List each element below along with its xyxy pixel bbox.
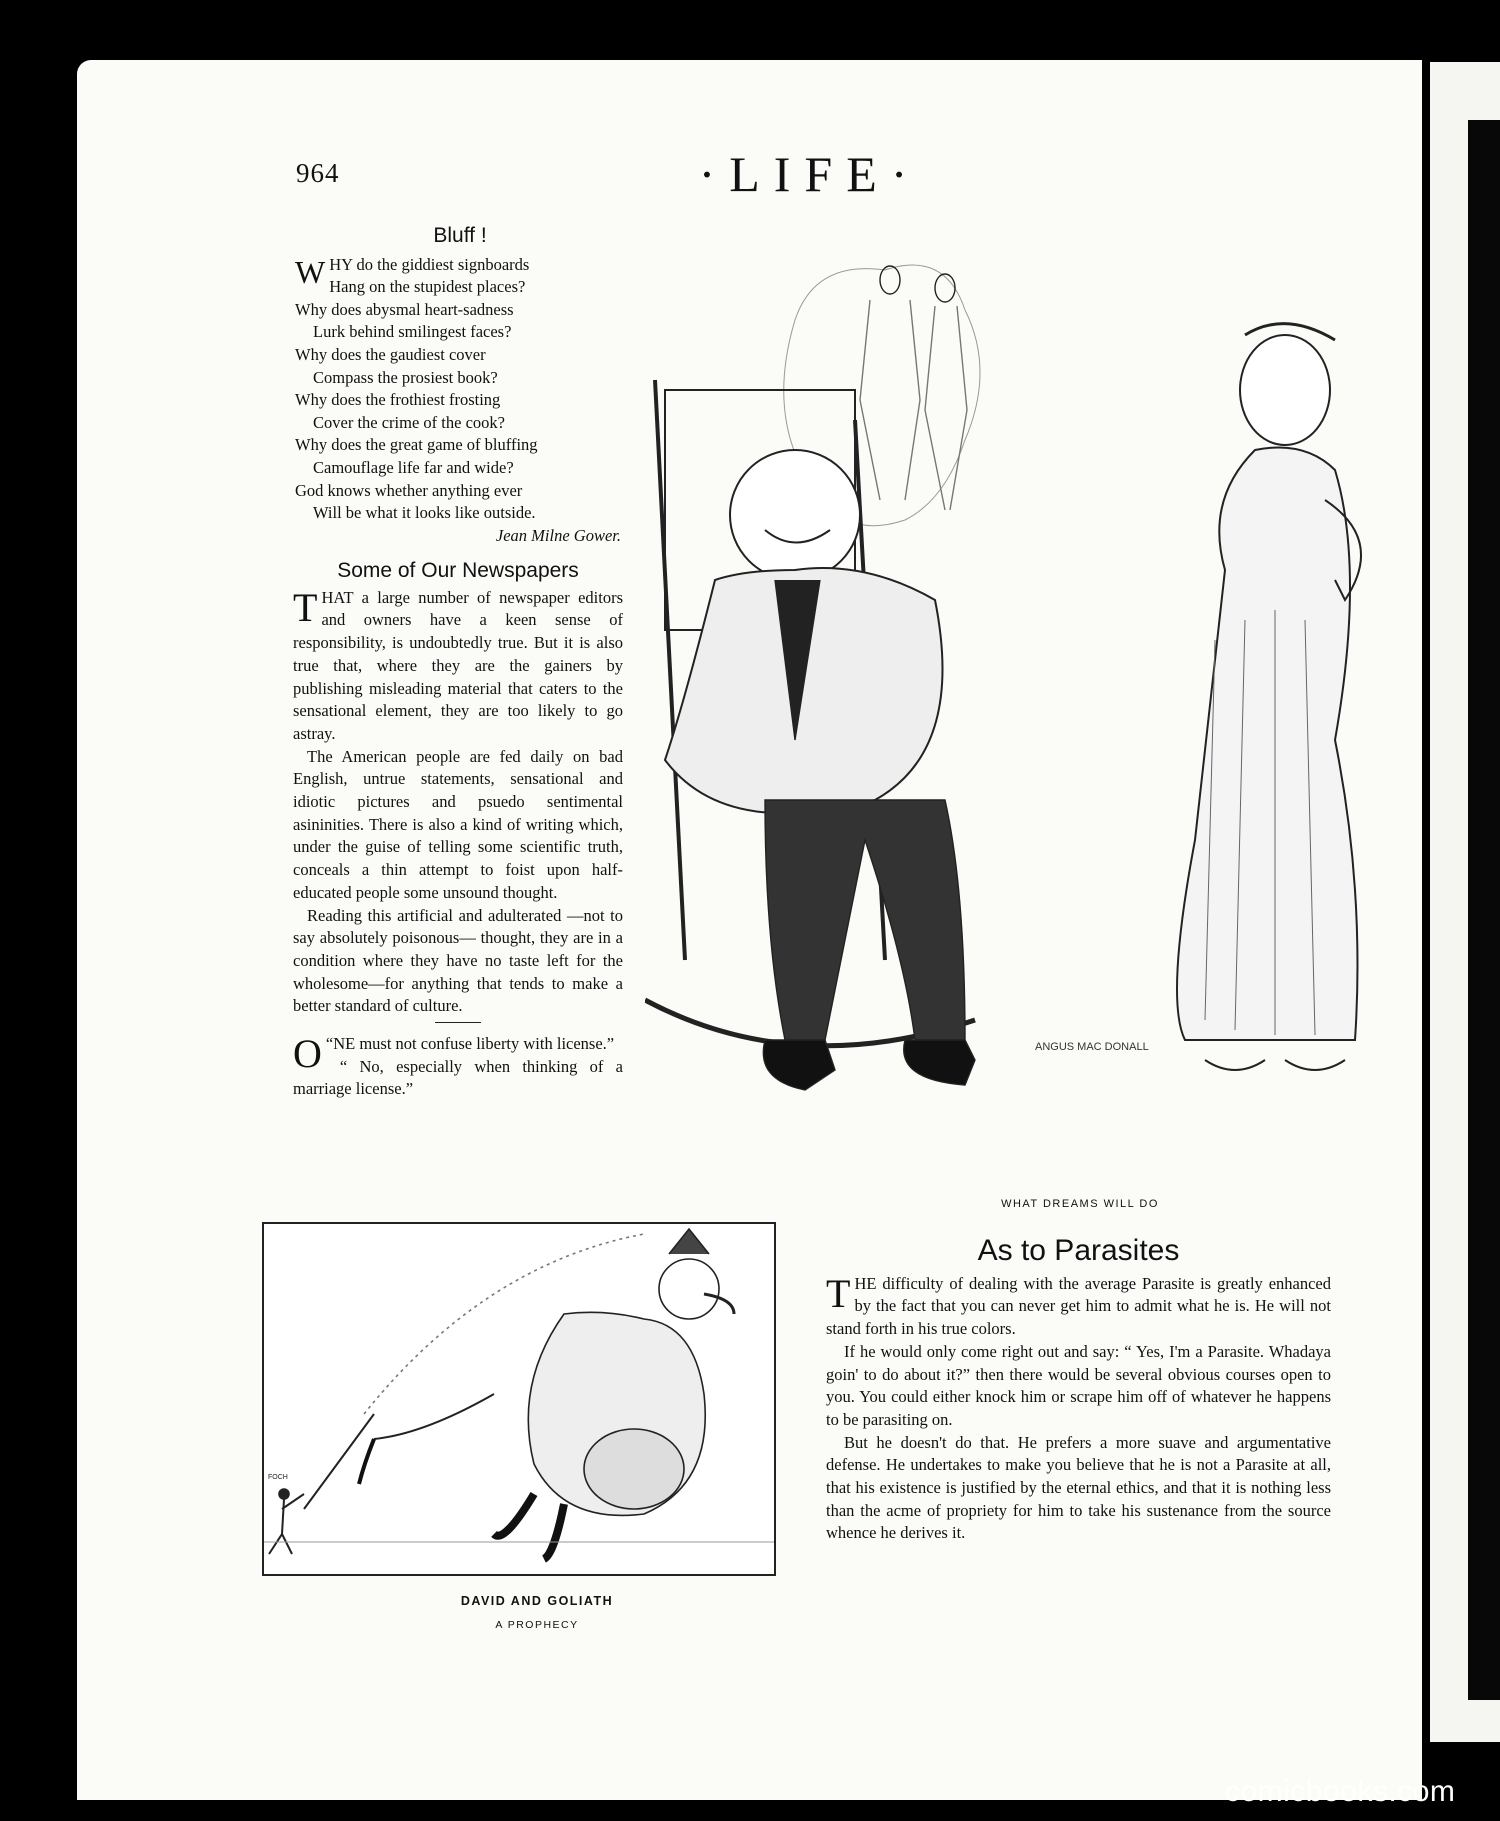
drop-cap: T: [293, 584, 318, 630]
poem-line-text: Cover the crime of the cook?: [313, 412, 505, 432]
poem-line-text: Why does abysmal heart-sadness: [295, 299, 514, 319]
poem-line-text: God knows whether anything ever: [295, 480, 523, 500]
poem-line: [295, 457, 625, 480]
masthead-life: ·LIFE·: [698, 146, 922, 202]
poem-line: [295, 434, 625, 457]
poem-line-text: Lurk behind smilingest faces?: [313, 322, 512, 342]
article-newspapers-paragraph-1: [293, 584, 623, 746]
article-parasites-paragraph-3: But he doesn't do that. He prefers a more suave and argumentative defense. He undertakes to make you believe that he is not a Parasite at all, that his existence is justified by the eternal ethics, and that it is nothing less than the acme of propriety for him to take his sustenance from the source whence he derives it.: [826, 1432, 1331, 1543]
paragraph-text: HAT a large number of newspaper editors and owners have a keen sense of responsibility, is undoubtedly true. But it is also true that, where they are the gainers by publishing misleading material that caters to the sensational element, they are too likely to go astray.: [293, 587, 623, 743]
poem-bluff: [295, 225, 625, 547]
poem-line-text: HY do the giddiest signboards: [329, 254, 530, 274]
poem-line-text: Will be what it looks like outside.: [313, 503, 536, 523]
article-parasites-title: As to Parasites: [977, 1234, 1180, 1267]
article-parasites-paragraph-1: [826, 1270, 1331, 1341]
article-parasites: [826, 1234, 1331, 1545]
joke-line-1: NE must not confuse liberty with license.”: [333, 1034, 615, 1054]
poem-line: [295, 389, 625, 412]
illustration-what-dreams-will-do: [645, 240, 1435, 1170]
subcaption-a-prophecy: A PROPHECY: [495, 1619, 579, 1631]
poem-line: [295, 344, 625, 367]
poem-line-text: Why does the gaudiest cover: [295, 344, 486, 364]
drop-cap: T: [826, 1270, 851, 1316]
caption-david-and-goliath: DAVID AND GOLIATH: [460, 1594, 614, 1608]
watermark-logo: comicbooks.com: [1225, 1775, 1456, 1808]
poem-line: [295, 480, 625, 503]
drop-cap: W: [295, 253, 326, 290]
poem-line-text: Compass the prosiest book?: [313, 367, 498, 387]
cartoon-frame: [262, 1222, 776, 1576]
facing-page-dark-strip: [1468, 120, 1500, 1700]
poem-line: [295, 412, 625, 435]
poem-line-text: Hang on the stupidest places?: [329, 277, 526, 297]
poem-line: [295, 502, 625, 525]
paragraph-text: HE difficulty of dealing with the average Parasite is greatly enhanced by the fact that you can never get him to admit what he is. He will not stand forth in his true colors.: [826, 1273, 1331, 1339]
poem-line-text: Why does the great game of bluffing: [295, 435, 538, 455]
article-newspapers-paragraph-3: Reading this artificial and adulterated —not to say absolutely poisonous— thought, they are in a condition where they have no taste left for the wholesome—for anything that tends to make a better standard of culture.: [293, 905, 623, 1016]
poem-lines: [295, 254, 625, 525]
poem-line: [295, 276, 625, 299]
poem-line: [295, 299, 625, 322]
cartoon-david-and-goliath: [264, 1224, 774, 1574]
artist-signature: ANGUS MAC DONALL: [1035, 1041, 1149, 1053]
article-newspapers-title: Some of Our Newspapers: [337, 559, 579, 582]
joke-paragraph-2: “ No, especially when thinking of a marriage license.”: [293, 1056, 623, 1099]
poem-line: [295, 367, 625, 390]
article-newspapers-paragraph-2: The American people are fed daily on bad English, untrue statements, sensational and idiotic pictures and psuedo sentimental asininities. There is also a kind of writing which, under the guise of telling some scientific truth, conceals a thin attempt to foist upon half-educated people some unsound thought.: [293, 746, 623, 902]
poem-line: [295, 321, 625, 344]
article-parasites-paragraph-2: If he would only come right out and say: “ Yes, I'm a Parasite. Whadaya goin' to do about it?” then there would be several obvious courses open to you. You could either knock him or scrape him off of whatever he happens to be parasiting on.: [826, 1341, 1331, 1429]
joke-paragraph-1: [293, 1031, 623, 1077]
section-divider: [435, 1022, 481, 1023]
poem-title: Bluff !: [433, 224, 487, 247]
drop-cap: O: [293, 1031, 322, 1077]
poem-author: Jean Milne Gower.: [495, 525, 621, 545]
open-quote: “: [325, 1034, 334, 1054]
article-newspapers: [293, 560, 623, 1101]
cartoon-label-foch: FOCH: [268, 1474, 288, 1481]
page-number: 964: [296, 158, 340, 188]
caption-what-dreams-will-do: WHAT DREAMS WILL DO: [1001, 1198, 1159, 1210]
poem-line-text: Camouflage life far and wide?: [313, 457, 514, 477]
poem-line-text: Why does the frothiest frosting: [295, 390, 501, 410]
